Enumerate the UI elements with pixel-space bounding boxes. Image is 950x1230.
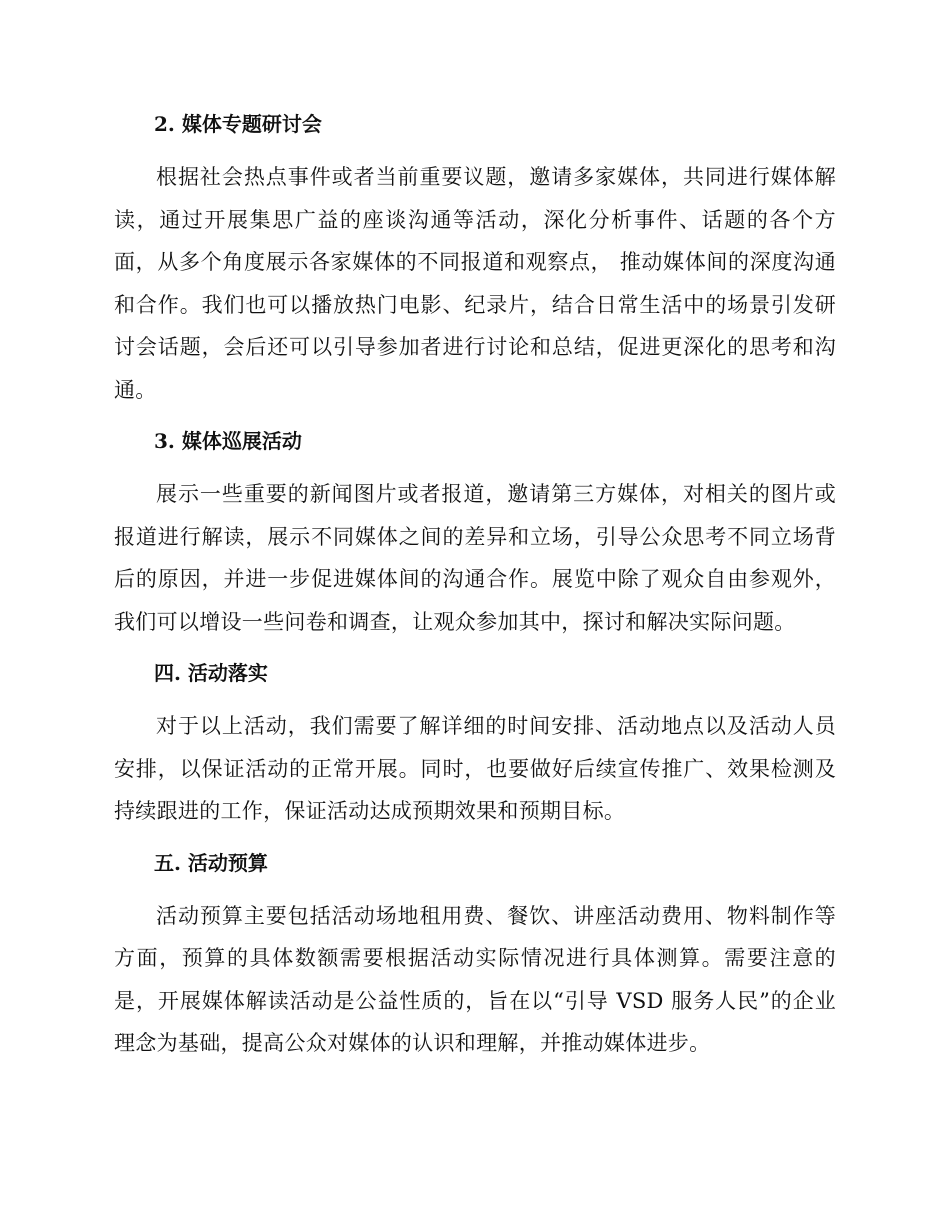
section-paragraph: 活动预算主要包括活动场地租用费、餐饮、讲座活动费用、物料制作等方面，预算的具体数额需要根据活动实际情况进行具体测算。需要注意的是，开展媒体解读活动是公益性质的，旨在以“引导 VSD 服务人民”的企业理念为基础，提高公众对媒体的认识和理解，并推动媒体进步。 xyxy=(114,903,836,1055)
section-paragraph: 展示一些重要的新闻图片或者报道，邀请第三方媒体，对相关的图片或报道进行解读，展示不同媒体之间的差异和立场，引导公众思考不同立场背后的原因，并进一步促进媒体间的沟通合作。展览中除了观众自由参观外，我们可以增设一些问卷和调查，让观众参加其中，探讨和解决实际问题。 xyxy=(114,482,836,634)
section-heading: 2. 媒体专题研讨会 xyxy=(154,112,322,136)
section-heading: 3. 媒体巡展活动 xyxy=(154,429,302,453)
section-paragraph: 对于以上活动，我们需要了解详细的时间安排、活动地点以及活动人员安排，以保证活动的正常开展。同时，也要做好后续宣传推广、效果检测及持续跟进的工作，保证活动达成预期效果和预期目标。 xyxy=(114,714,836,823)
section-heading: 五. 活动预算 xyxy=(154,850,268,875)
section-media-seminar xyxy=(114,108,836,411)
section-media-tour xyxy=(114,425,836,643)
section-heading: 四. 活动落实 xyxy=(154,661,268,685)
section-budget xyxy=(114,847,836,1065)
section-paragraph: 根据社会热点事件或者当前重要议题，邀请多家媒体，共同进行媒体解读，通过开展集思广益的座谈沟通等活动，深化分析事件、话题的各个方面，从多个角度展示各家媒体的不同报道和观察点， 推动媒体间的深度沟通和合作。我们也可以播放热门电影、纪录片，结合日常生活中的场景引发研讨会话题，会后还可以引导参加者进行讨论和总结，促进更深化的思考和沟通。 xyxy=(114,165,836,402)
section-implementation xyxy=(114,657,836,833)
